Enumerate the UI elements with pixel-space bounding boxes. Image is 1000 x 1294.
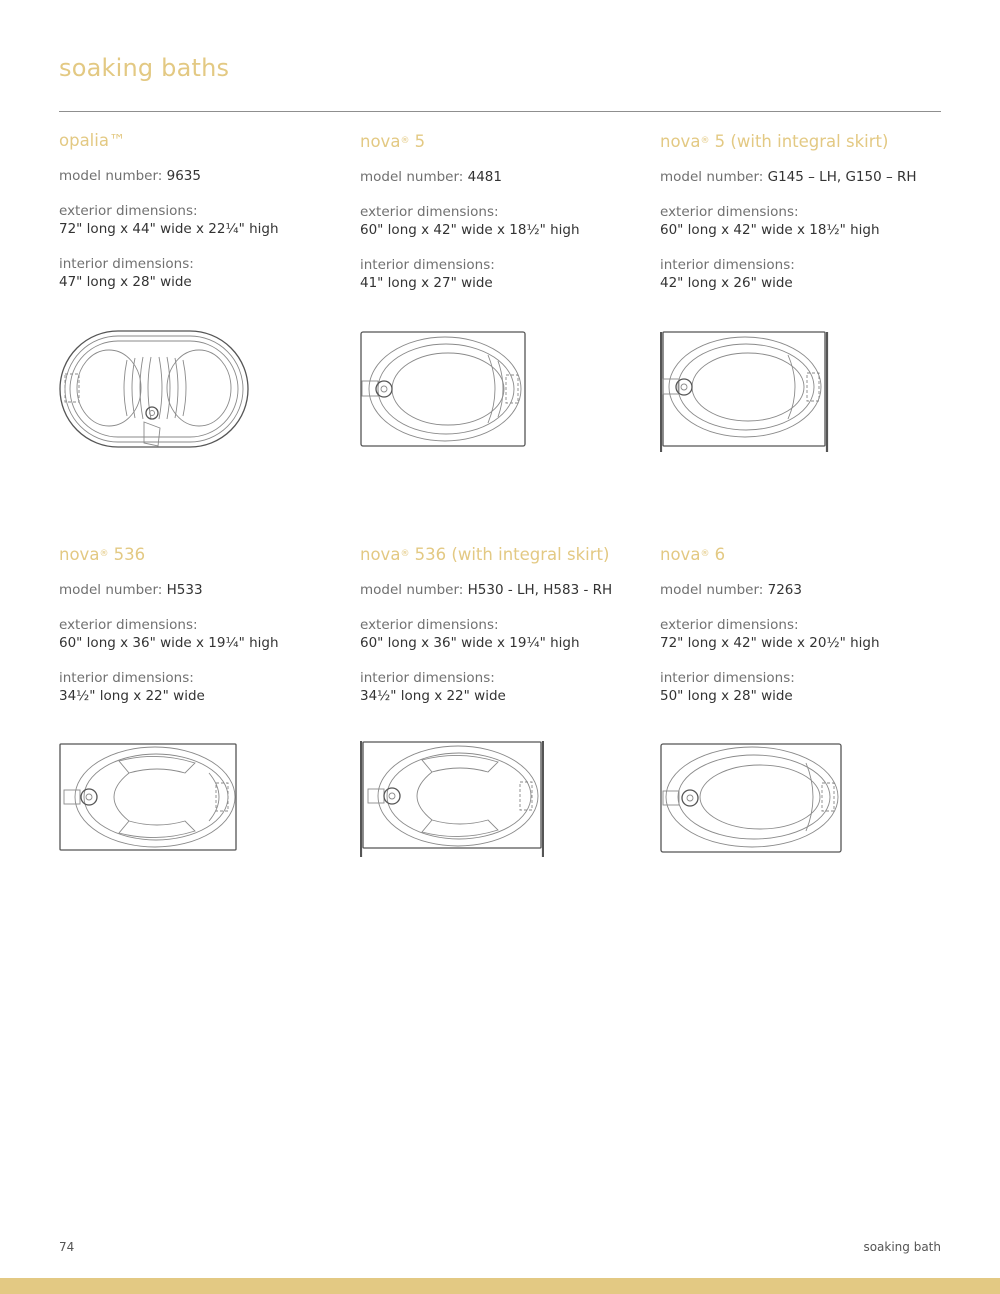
- product-name: nova® 6: [660, 545, 726, 564]
- product-opalia: [59, 131, 349, 291]
- exterior-value: 60" long x 42" wide x 18½" high: [660, 222, 880, 238]
- product-nova-536: [59, 544, 349, 705]
- page-title: soaking baths: [59, 54, 230, 82]
- product-name: nova® 5: [360, 132, 426, 151]
- product-nova-6: [660, 544, 950, 705]
- product-nova-5-skirt: [660, 131, 950, 292]
- interior-label: interior dimensions:: [660, 257, 795, 273]
- product-nova-5: [360, 131, 650, 292]
- interior-value: 34½" long x 22" wide: [59, 688, 205, 704]
- exterior-label: exterior dimensions:: [59, 203, 198, 219]
- interior-value: 50" long x 28" wide: [660, 688, 793, 704]
- exterior-value: 72" long x 42" wide x 20½" high: [660, 635, 880, 651]
- product-name: nova® 536 (with integral skirt): [360, 545, 610, 564]
- exterior-label: exterior dimensions:: [660, 204, 799, 220]
- nova-6-tub-drawing: [660, 743, 844, 855]
- opalia-tub-drawing: [59, 330, 249, 450]
- footer-accent-bar: [0, 1278, 1000, 1294]
- interior-value: 41" long x 27" wide: [360, 275, 493, 291]
- exterior-label: exterior dimensions:: [660, 617, 799, 633]
- model-number: model number: 4481: [360, 169, 502, 185]
- exterior-label: exterior dimensions:: [360, 204, 499, 220]
- interior-label: interior dimensions:: [360, 670, 495, 686]
- product-name: nova® 5 (with integral skirt): [660, 132, 889, 151]
- page-number: 74: [59, 1240, 75, 1254]
- interior-label: interior dimensions:: [59, 256, 194, 272]
- product-nova-536-skirt: [360, 544, 650, 705]
- interior-value: 34½" long x 22" wide: [360, 688, 506, 704]
- exterior-value: 60" long x 36" wide x 19¼" high: [59, 635, 279, 651]
- exterior-label: exterior dimensions:: [360, 617, 499, 633]
- exterior-label: exterior dimensions:: [59, 617, 198, 633]
- model-number: model number: H533: [59, 582, 203, 598]
- model-number: model number: H530 - LH, H583 - RH: [360, 582, 613, 598]
- interior-label: interior dimensions:: [660, 670, 795, 686]
- exterior-value: 72" long x 44" wide x 22¼" high: [59, 221, 279, 237]
- product-name: opalia™: [59, 131, 126, 150]
- model-number: model number: 9635: [59, 168, 201, 184]
- model-number: model number: G145 – LH, G150 – RH: [660, 169, 917, 185]
- interior-value: 42" long x 26" wide: [660, 275, 793, 291]
- header-divider: [59, 111, 941, 112]
- section-label: soaking bath: [863, 1240, 941, 1254]
- exterior-value: 60" long x 36" wide x 19¼" high: [360, 635, 580, 651]
- exterior-value: 60" long x 42" wide x 18½" high: [360, 222, 580, 238]
- model-number: model number: 7263: [660, 582, 802, 598]
- nova-536-tub-drawing: [59, 743, 239, 853]
- nova-5-skirt-tub-drawing: [660, 331, 830, 453]
- interior-value: 47" long x 28" wide: [59, 274, 192, 290]
- product-name: nova® 536: [59, 545, 146, 564]
- nova-5-tub-drawing: [360, 331, 528, 449]
- interior-label: interior dimensions:: [59, 670, 194, 686]
- interior-label: interior dimensions:: [360, 257, 495, 273]
- nova-536-skirt-tub-drawing: [360, 740, 544, 858]
